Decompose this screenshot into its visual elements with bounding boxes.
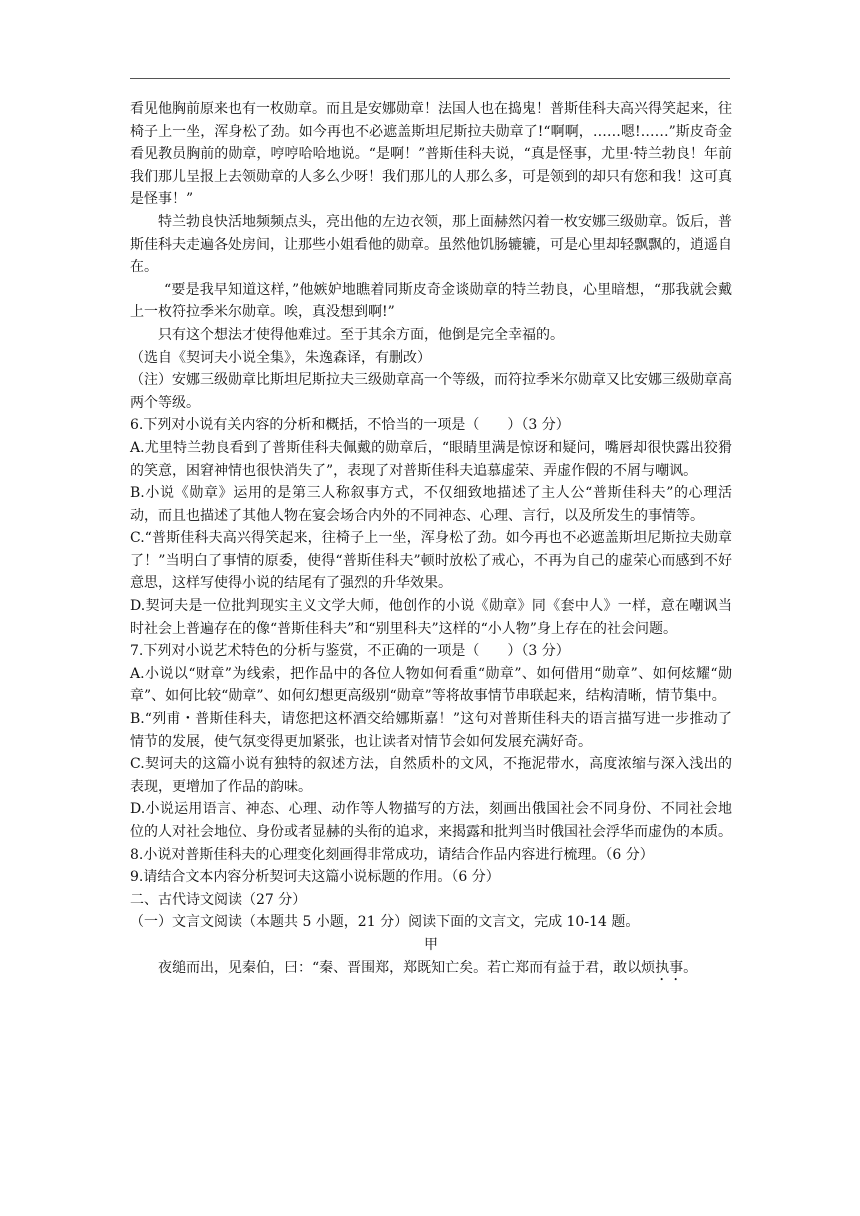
question-7-option-c: C.契诃夫的这篇小说有独特的叙述方法，自然质朴的文风，不拖泥带水，高度浓缩与深入浅出的表现，更增加了作品的韵味。 [130, 756, 732, 795]
classical-passage-text: 夜缒而出，见秦伯，曰：“秦、晋围郑，郑既知亡矣。若亡郑而有益于君，敢以烦 [158, 959, 656, 976]
classical-passage-line [130, 957, 732, 984]
question-7-option-b: B.“列甫・普斯佳科夫，请您把这杯酒交给娜斯嘉！”这句对普斯佳科夫的语言描写进一步推动了情节的发展，使气氛变得更加紧张，也让读者对情节会如何发展充满好奇。 [130, 711, 732, 750]
question-6-option-b: B.小说《勋章》运用的是第三人称叙事方式，不仅细致地描述了主人公“普斯佳科夫”的心理活动，而且也描述了其他人物在宴会场合内外的不同神态、心理、言行，以及所发生的事情等。 [130, 485, 732, 524]
question-6-option-d: D.契诃夫是一位批判现实主义文学大师，他创作的小说《勋章》同《套中人》一样，意在嘲讽当时社会上普遍存在的像“普斯佳科夫”和“别里科夫”这样的“小人物”身上存在的社会问题。 [130, 598, 732, 637]
question-7-option-a: A.小说以“财章”为线索，把作品中的各位人物如何看重“勋章”、如何借用“勋章”、如何炫耀“勋章”、如何比较“勋章”、如何幻想更高级别“勋章”等将故事情节串联起来，结构清晰，情节集中。 [130, 665, 732, 705]
question-7-stem: 7.下列对小说艺术特色的分析与鉴赏，不正确的一项是（ ）（3 分） [130, 643, 570, 660]
question-9: 9.请结合文本内容分析契诃夫这篇小说标题的作用。（6 分） [130, 869, 500, 886]
header-rule [130, 78, 730, 79]
story-paragraph-3: “要是我早知道这样，”他嫉妒地瞧着同斯皮奇金谈勋章的特兰勃良，心里暗想，“那我就会戴上一枚符拉季米尔勋章。唉，真没想到啊!” [130, 281, 732, 321]
story-source: （选自《契诃夫小说全集》，朱逸森译，有删改） [130, 349, 431, 366]
story-paragraph-2: 特兰勃良快活地频频点头，亮出他的左边衣领，那上面赫然闪着一枚安娜三级勋章。饭后，普斯佳科夫走遍各处房间，让那些小姐看他的勋章。虽然他饥肠辘辘，可是心里却轻飘飘的，逍遥自在。 [130, 213, 732, 276]
story-paragraph-1: 看见他胸前原来也有一枚勋章。而且是安娜勋章！法国人也在捣鬼！普斯佳科夫高兴得笑起来，往椅子上一坐，浑身松了劲。如今再也不必遮盖斯坦尼斯拉夫勋章了!“啊啊，……嗯!……”斯皮奇金看见教员胸前的勋章，哼哼哈哈地说。“是啊！”普斯佳科夫说，“真是怪事，尤里·特兰勃良！年前我们那儿呈报上去领勋章的人多么少呀！我们那儿的人那么多，可是领到的却只有您和我！这可真是怪事！” [130, 101, 732, 208]
classical-passage-end: 。 [683, 959, 698, 976]
section-2-subtitle: （一）文言文阅读（本题共 5 小题，21 分）阅读下面的文言文，完成 10-14 题。 [130, 914, 640, 931]
question-6-option-c: C.“普斯佳科夫高兴得笑起来，往椅子上一坐，浑身松了劲。如今再也不必遮盖斯坦尼斯拉夫勋章了！”当明白了事情的原委，使得“普斯佳科夫”顿时放松了戒心，不再为自己的虚荣心而感到不好意思，这样写使得小说的结尾有了强烈的升华效果。 [130, 530, 732, 592]
passage-label-jia: 甲 [424, 936, 438, 953]
story-note: （注）安娜三级勋章比斯坦尼斯拉夫三级勋章高一个等级，而符拉季米尔勋章又比安娜三级勋章高两个等级。 [130, 372, 732, 411]
section-2-title: 二、古代诗文阅读（27 分） [130, 891, 307, 908]
question-8: 8.小说对普斯佳科夫的心理变化刻画得非常成功，请结合作品内容进行梳理。（6 分） [130, 846, 654, 863]
question-7-option-d: D.小说运用语言、神态、心理、动作等人物描写的方法，刻画出俄国社会不同身份、不同社会地位的人对社会地位、身份或者显赫的头衔的追求，来揭露和批判当时俄国社会浮华而虚伪的本质。 [130, 801, 732, 840]
emphasized-word: 执事 [655, 959, 684, 976]
question-6-stem: 6.下列对小说有关内容的分析和概括，不恰当的一项是（ ）（3 分） [130, 417, 570, 434]
document-body [130, 98, 732, 984]
question-6-option-a: A.尤里特兰勃良看到了普斯佳科夫佩戴的勋章后，“眼睛里满是惊讶和疑问，嘴唇却很快露出狡猾的笑意，困窘神情也很快消失了”，表现了对普斯佳科夫追慕虚荣、弄虚作假的不屑与嘲讽。 [130, 439, 732, 479]
story-paragraph-4: 只有这个想法才使得他难过。至于其余方面，他倒是完全幸福的。 [158, 326, 564, 343]
